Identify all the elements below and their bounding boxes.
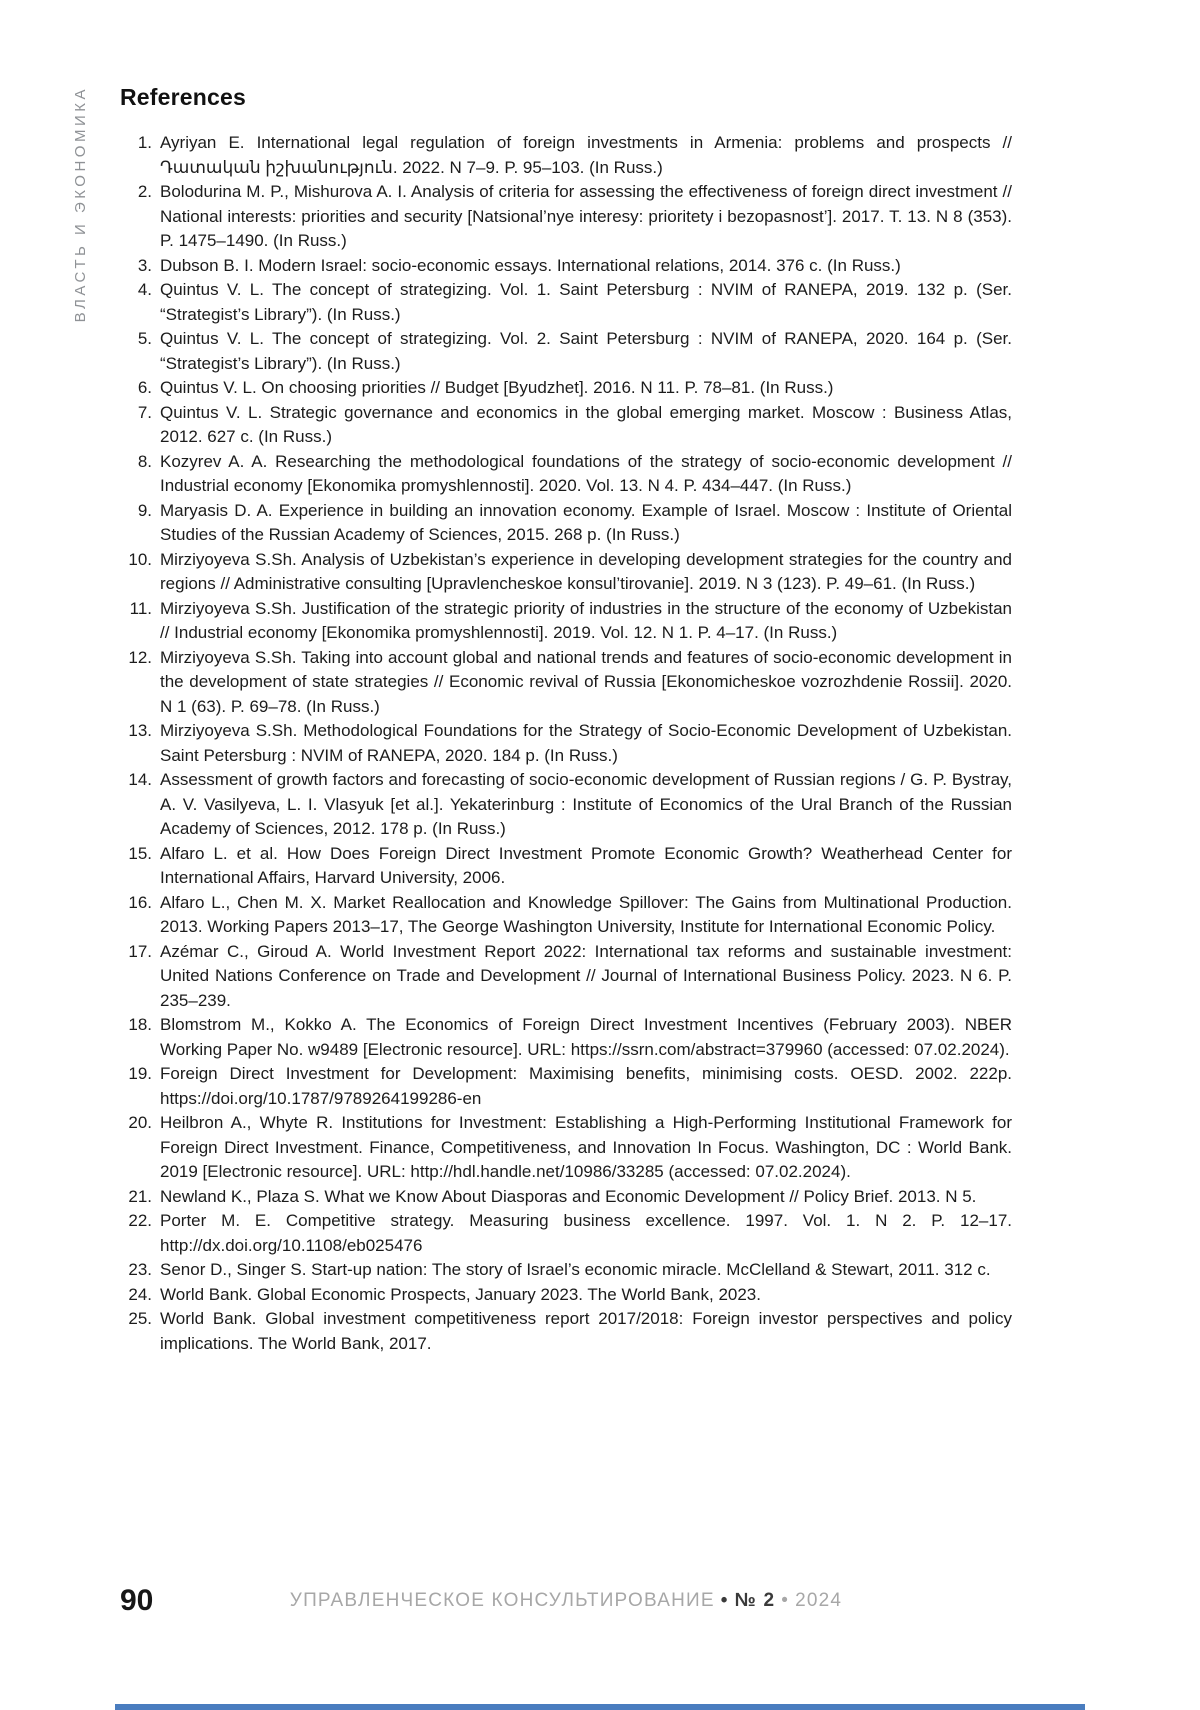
reference-item [120,1307,1012,1356]
reference-text: Foreign Direct Investment for Development: Maximising benefits, minimising costs. OESD. 2002. 222p. https://doi.org/10.1787/9789264199286-en [160,1064,1012,1108]
reference-item [120,254,1012,279]
reference-number: 22. [128,1211,152,1230]
journal-footer-line [120,1590,1012,1612]
reference-number: 18. [128,1015,152,1034]
reference-number: 17. [128,941,152,961]
reference-number: 20. [128,1113,152,1132]
reference-text: Kozyrev A. A. Researching the methodological foundations of the strategy of socio-economic development // Industrial economy [Ekonomika promyshlennosti]. 2020. Vol. 13. N 4. P. 434–447. (In Russ.) [160,451,1012,495]
reference-item [120,1209,1012,1258]
reference-number: 11. [129,598,152,618]
journal-title: УПРАВЛЕНЧЕСКОЕ КОНСУЛЬТИРОВАНИЕ [289,1590,715,1611]
reference-item [120,891,1012,940]
reference-item [120,1283,1012,1308]
reference-item [120,499,1012,548]
reference-number: 25. [128,1309,152,1328]
reference-item [120,548,1012,597]
reference-text: Quintus V. L. On choosing priorities // Budget [Byudzhet]. 2016. N 11. P. 78–81. (In Russ.) [160,378,834,397]
reference-item [120,597,1012,646]
reference-item [120,646,1012,720]
reference-text: Dubson B. I. Modern Israel: socio-economic essays. International relations, 2014. 376 c. (In Russ.) [160,255,901,275]
reference-item [120,131,1012,180]
references-list [120,131,1012,1356]
footer-separator-icon: • [781,1590,790,1611]
reference-text: Blomstrom M., Kokko A. The Economics of Foreign Direct Investment Incentives (February 2003). NBER Working Paper No. w9489 [Electronic resource]. URL: https://ssrn.com/abstract=379960 (accessed: 07.02.2024). [160,1015,1012,1059]
reference-text: Senor D., Singer S. Start-up nation: The story of Israel’s economic miracle. McClelland & Stewart, 2011. 312 c. [160,1260,991,1279]
reference-number: 2. [137,182,152,201]
reference-number: 19. [128,1064,152,1083]
reference-text: Mirziyoyeva S.Sh. Analysis of Uzbekistan’s experience in developing development strategies for the country and regions // Administrative consulting [Upravlencheskoe konsul’tirovanie]. 2019. N 3 (123). P. 49–61. (In Russ.) [160,549,1012,593]
reference-number: 23. [128,1260,152,1279]
footer-accent-bar [115,1704,1085,1710]
reference-number: 14. [128,770,152,789]
reference-text: Mirziyoyeva S.Sh. Justification of the strategic priority of industries in the structure of the economy of Uzbekistan // Industrial economy [Ekonomika promyshlennosti]. 2019. Vol. 12. N 1. P. 4–17. (In Russ.) [160,598,1012,642]
reference-text: World Bank. Global investment competitiveness report 2017/2018: Foreign investor perspectives and policy implications. The World Bank, 2017. [160,1309,1012,1353]
journal-issue-number: № 2 [734,1590,776,1611]
reference-number: 3. [137,255,152,275]
reference-text: Quintus V. L. The concept of strategizing. Vol. 1. Saint Petersburg : NVIM of RANEPA, 2019. 132 p. (Ser. “Strategist’s Library”). (In Russ.) [160,280,1012,324]
reference-text: Quintus V. L. The concept of strategizing. Vol. 2. Saint Petersburg : NVIM of RANEPA, 2020. 164 p. (Ser. “Strategist’s Library”). (In Russ.) [160,329,1012,373]
reference-number: 8. [137,451,152,471]
reference-text: Newland K., Plaza S. What we Know About Diasporas and Economic Development // Policy Brief. 2013. N 5. [160,1186,977,1206]
reference-item [120,401,1012,450]
reference-number: 1. [137,133,152,152]
reference-item [120,768,1012,842]
reference-text: Maryasis D. A. Experience in building an innovation economy. Example of Israel. Moscow : Institute of Oriental Studies of the Russian Academy of Sciences, 2015. 268 p. (In Russ.) [160,500,1012,544]
reference-item [120,1258,1012,1283]
reference-number: 4. [137,280,152,299]
reference-text: Mirziyoyeva S.Sh. Taking into account global and national trends and features of socio-economic development in the development of state strategies // Economic revival of Russia [Ekonomicheskoe vozrozhdenie Rossii]. 2020. N 1 (63). P. 69–78. (In Russ.) [160,647,1012,716]
reference-item [120,450,1012,499]
reference-number: 15. [128,843,152,863]
reference-text: Alfaro L. et al. How Does Foreign Direct Investment Promote Economic Growth? Weatherhead Center for International Affairs, Harvard University, 2006. [160,843,1012,887]
reference-text: Heilbron A., Whyte R. Institutions for Investment: Establishing a High-Performing Institutional Framework for Foreign Direct Investment. Finance, Competitiveness, and Innovation In Focus. Washington, DC : World Bank. 2019 [Electronic resource]. URL: http://hdl.handle.net/10986/33285 (accessed: 07.02.2024). [160,1113,1012,1181]
reference-text: World Bank. Global Economic Prospects, January 2023. The World Bank, 2023. [160,1284,761,1304]
reference-number: 6. [137,378,152,397]
references-heading: References [120,84,247,110]
reference-text: Quintus V. L. Strategic governance and economics in the global emerging market. Moscow : Business Atlas, 2012. 627 c. (In Russ.) [160,402,1012,446]
reference-text: Alfaro L., Chen M. X. Market Reallocation and Knowledge Spillover: The Gains from Multinational Production. 2013. Working Papers 2013–17, The George Washington University, Institute for International Economic Policy. [160,892,1012,936]
reference-text: Bolodurina M. P., Mishurova A. I. Analysis of criteria for assessing the effectiveness of foreign direct investment // National interests: priorities and security [Natsional’nye interesy: prioritety i bezopasnost’]. 2017. T. 13. N 8 (353). P. 1475–1490. (In Russ.) [160,182,1012,250]
reference-number: 10. [128,549,152,569]
reference-number: 24. [128,1284,152,1304]
reference-number: 5. [137,329,152,348]
reference-item [120,1185,1012,1210]
reference-number: 9. [137,500,152,520]
references-section [120,84,1012,1356]
reference-item [120,1111,1012,1185]
reference-item [120,719,1012,768]
reference-number: 21. [128,1186,152,1206]
page-number: 90 [120,1584,154,1617]
reference-item [120,376,1012,401]
reference-text: Mirziyoyeva S.Sh. Methodological Foundations for the Strategy of Socio-Economic Development of Uzbekistan. Saint Petersburg : NVIM of RANEPA, 2020. 184 p. (In Russ.) [160,721,1012,765]
reference-text: Assessment of growth factors and forecasting of socio-economic development of Russian regions / G. P. Bystray, A. V. Vasilyeva, L. I. Vlasyuk [et al.]. Yekaterinburg : Institute of Economics of the Ural Branch of the Russian Academy of Sciences, 2012. 178 p. (In Russ.) [160,770,1012,838]
reference-item [120,1013,1012,1062]
reference-item [120,180,1012,254]
reference-number: 12. [128,647,152,667]
reference-number: 13. [128,721,152,740]
reference-number: 16. [128,892,152,912]
reference-number: 7. [137,402,152,422]
reference-item [120,940,1012,1014]
page-footer [120,1584,1012,1624]
reference-item [120,842,1012,891]
footer-separator-icon: • [720,1590,729,1611]
reference-item [120,278,1012,327]
reference-text: Azémar C., Giroud A. World Investment Report 2022: International tax reforms and sustainable investment: United Nations Conference on Trade and Development // Journal of International Business Policy. 2023. N 6. P. 235–239. [160,941,1012,1010]
reference-text: Porter M. E. Competitive strategy. Measuring business excellence. 1997. Vol. 1. N 2. P. 12–17. http://dx.doi.org/10.1108/eb025476 [160,1211,1012,1255]
journal-year: 2024 [795,1590,843,1611]
section-rubric-vertical: ВЛАСТЬ И ЭКОНОМИКА [72,86,89,323]
reference-text: Ayriyan E. International legal regulation of foreign investments in Armenia: problems and prospects // Դատական իշխանություն. 2022. N 7–9. P. 95–103. (In Russ.) [160,133,1012,177]
reference-item [120,327,1012,376]
reference-item [120,1062,1012,1111]
